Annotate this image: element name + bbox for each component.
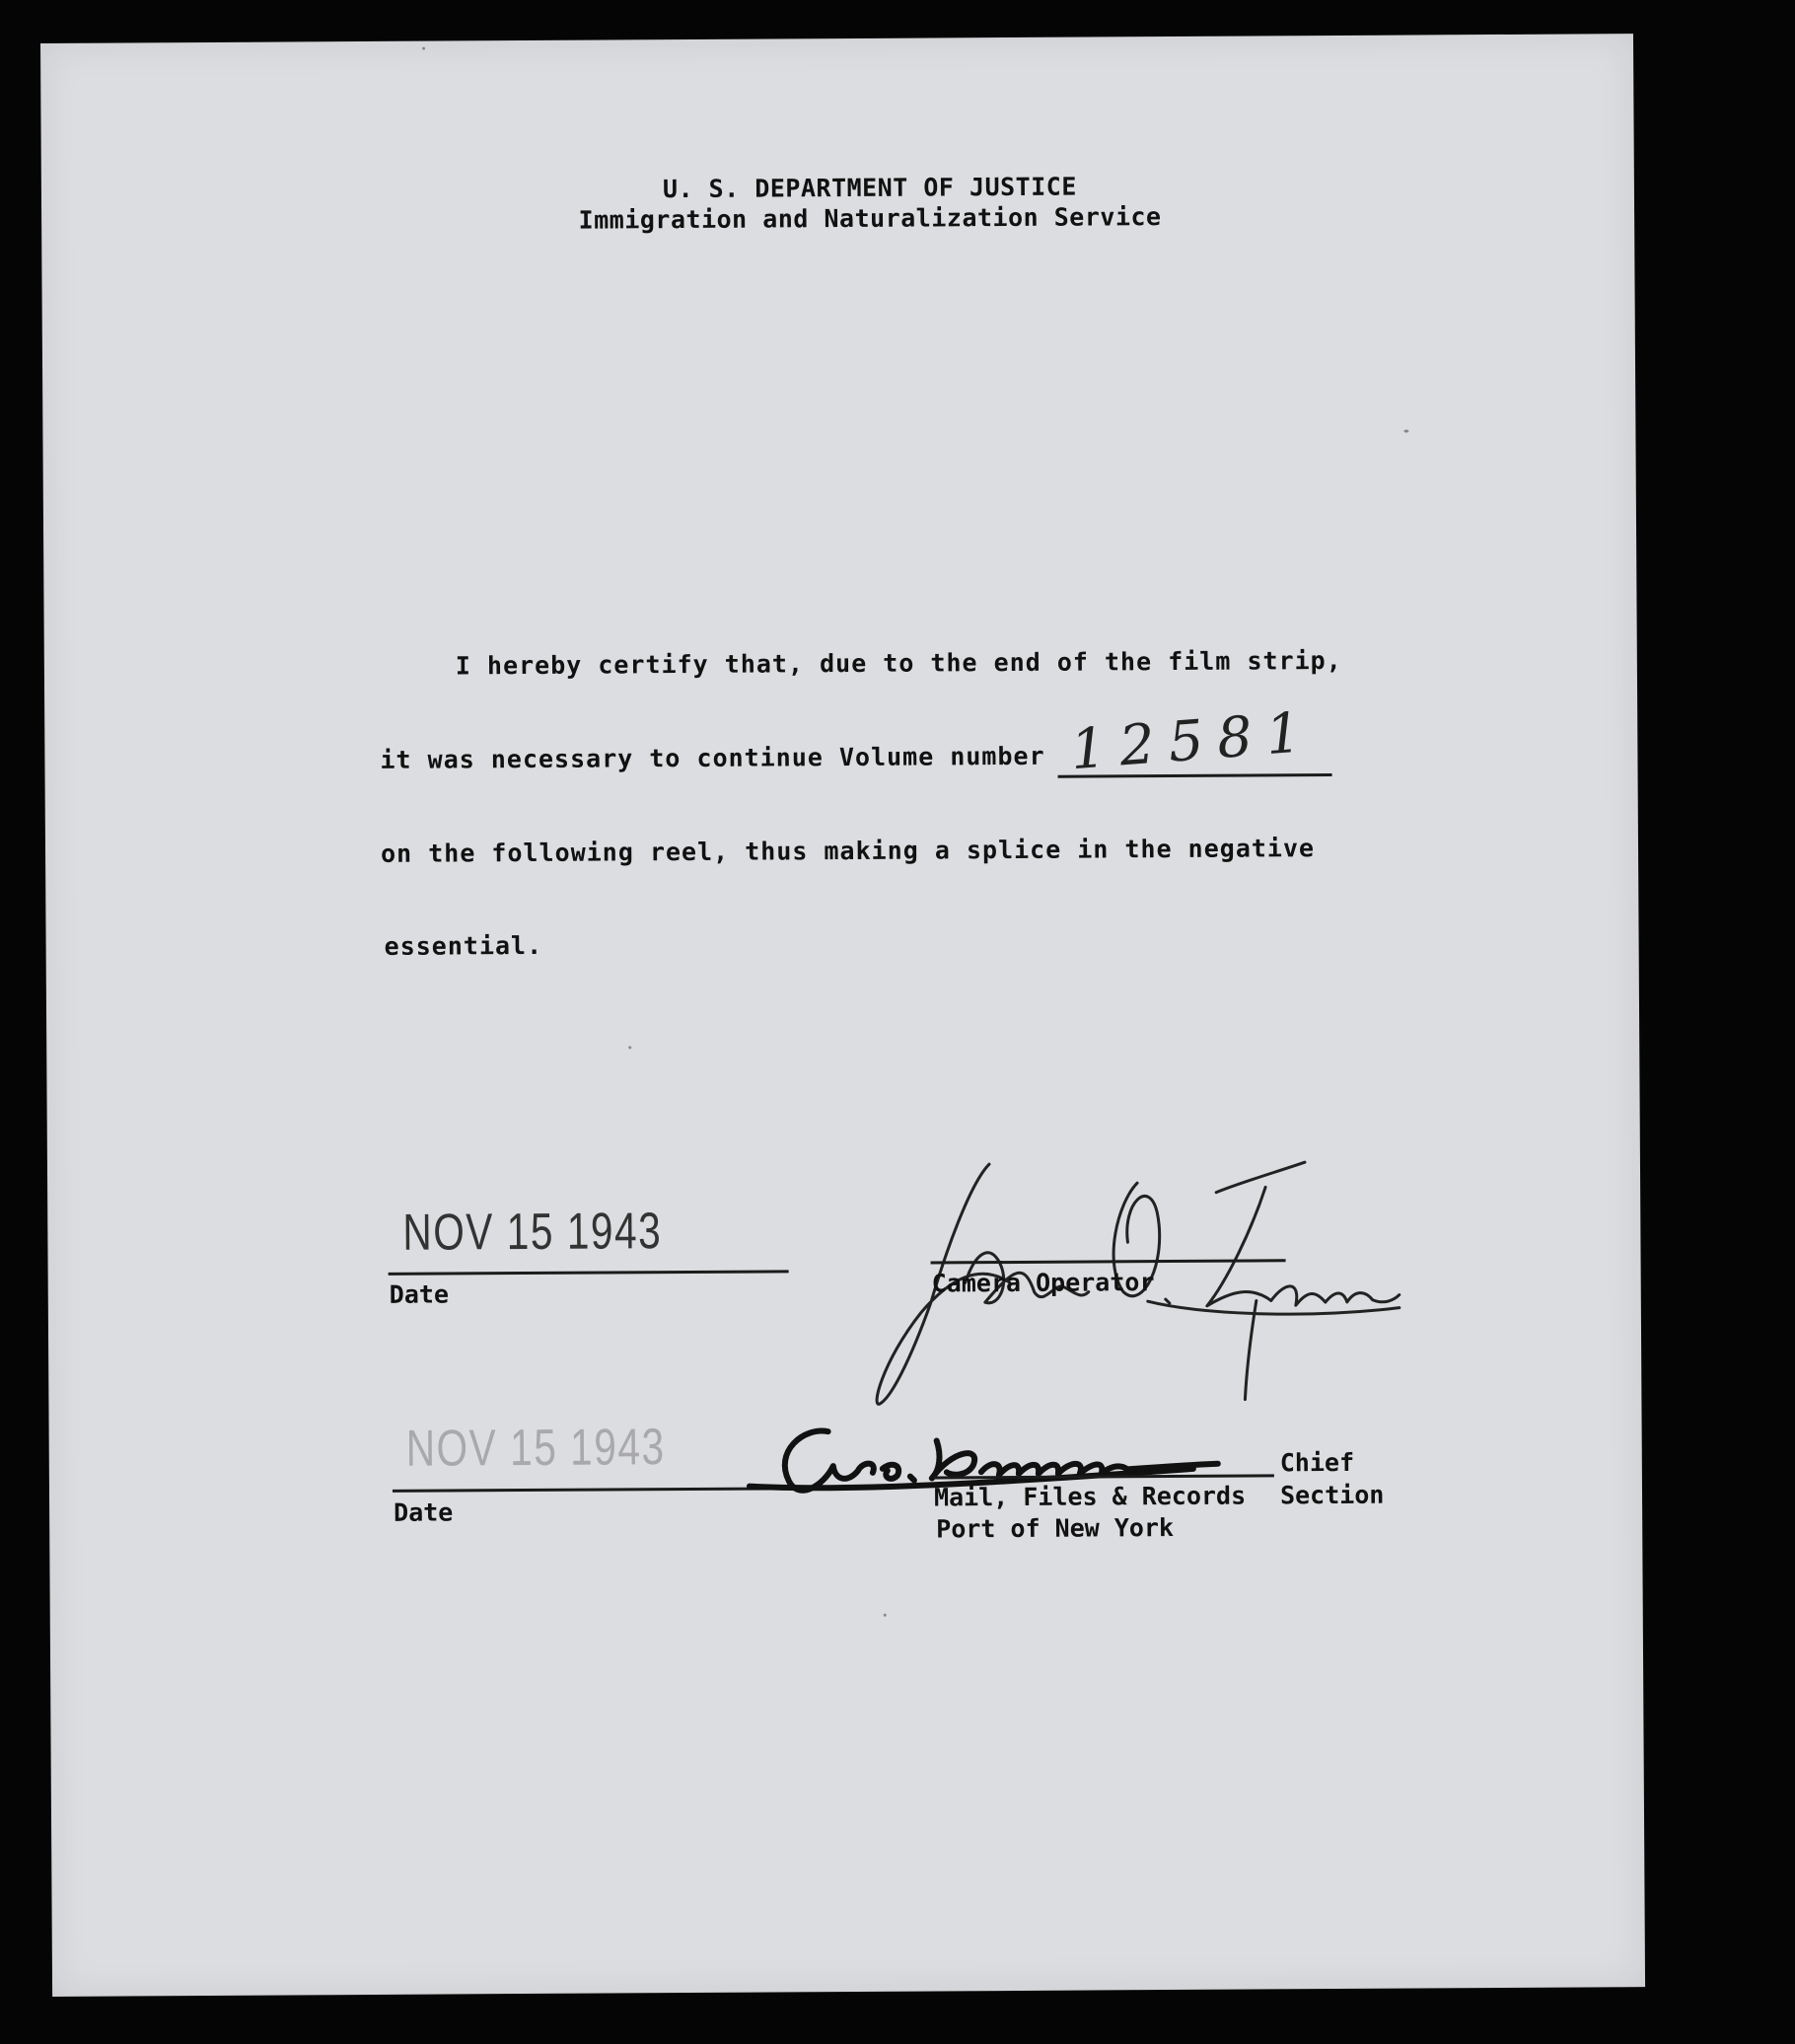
chief-port-label: Port of New York bbox=[936, 1513, 1175, 1544]
certificate-line-3: on the following reel, thus making a splice in the negative bbox=[380, 834, 1316, 868]
date-label-chief: Date bbox=[394, 1497, 454, 1527]
camera-operator-label: Camera Operator bbox=[931, 1268, 1155, 1298]
certificate-line-1: I hereby certify that, due to the end of the film strip, bbox=[455, 645, 1342, 681]
chief-section-label: Section bbox=[1279, 1480, 1385, 1510]
paper-speck bbox=[628, 1046, 631, 1049]
date-stamp-camera: NOV 15 1943 bbox=[402, 1203, 663, 1262]
certificate-line-4: essential. bbox=[384, 930, 543, 961]
certificate-line-2: it was necessary to continue Volume number bbox=[380, 741, 1045, 774]
date-label-camera: Date bbox=[389, 1279, 450, 1309]
paper-speck bbox=[884, 1614, 887, 1617]
paper-speck bbox=[422, 47, 425, 50]
date-rule-camera bbox=[389, 1270, 789, 1275]
date-stamp-chief: NOV 15 1943 bbox=[405, 1419, 666, 1478]
date-rule-chief bbox=[393, 1487, 793, 1492]
paper-speck bbox=[1403, 430, 1408, 433]
chief-department-label: Mail, Files & Records bbox=[933, 1481, 1247, 1512]
agency-title: U. S. DEPARTMENT OF JUSTICE bbox=[662, 172, 1077, 204]
agency-subtitle: Immigration and Naturalization Service bbox=[578, 202, 1162, 235]
volume-number-handwritten: 12581 bbox=[1068, 699, 1318, 783]
document-page bbox=[40, 34, 1645, 1997]
chief-title-label: Chief bbox=[1279, 1447, 1355, 1478]
